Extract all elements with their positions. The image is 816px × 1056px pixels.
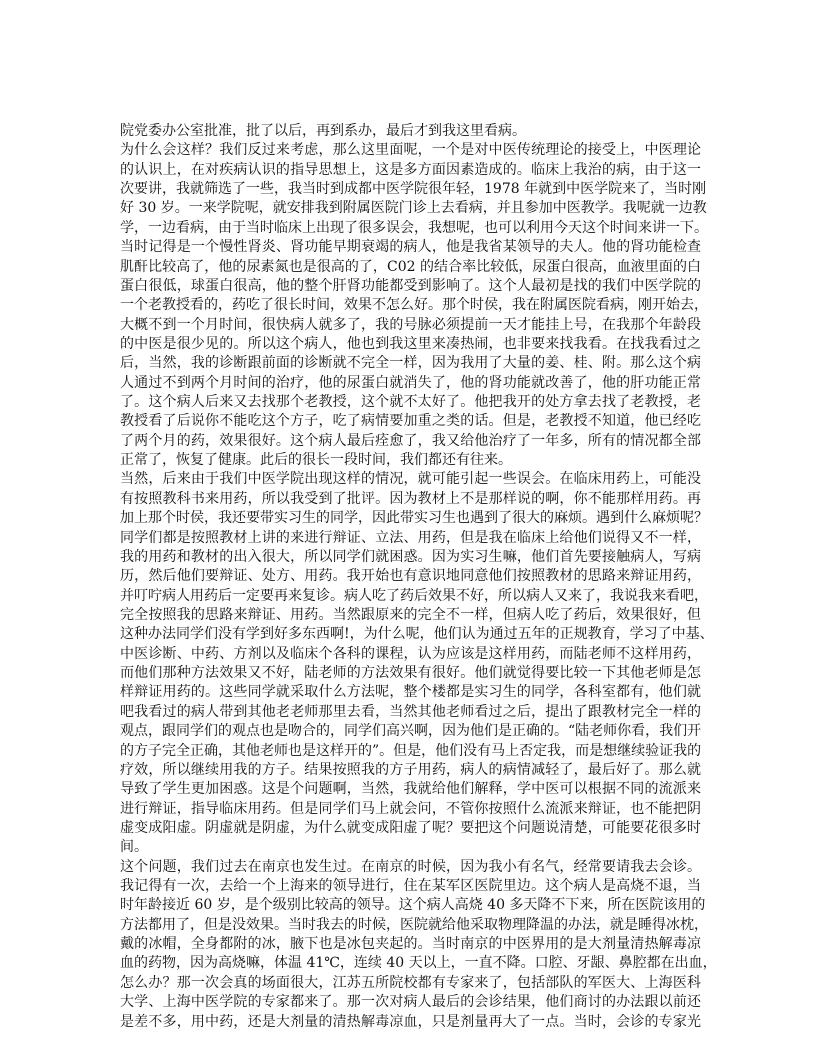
text-line: 吧我看过的病人带到其他老老师那里去看，当然其他老师看过之后，提出了跟教材完全一样的 bbox=[120, 703, 701, 720]
text-line: 蛋白很低，球蛋白很高，他的整个肝肾功能都受到影响了。这个人最初是找的我们中医学院的 bbox=[120, 277, 701, 294]
text-line: 完全按照我的思路来辩证、用药。当然跟原来的完全不一样，但病人吃了药后，效果很好，但 bbox=[120, 606, 701, 623]
text-line: 正常了，恢复了健康。此后的很长一段时间，我们都还有往来。 bbox=[120, 452, 512, 469]
text-line: 并叮咛病人用药后一定要再来复诊。病人吃了药后效果不好，所以病人又来了，我说我来看吧， bbox=[120, 587, 708, 604]
text-line: 院党委办公室批准，批了以后，再到系办，最后才到我这里看病。 bbox=[120, 123, 526, 139]
paragraph bbox=[120, 141, 708, 470]
text-line: 肌酐比较高了，他的尿素氮也是很高的了，C02 的结合率比较低，尿蛋白很高，血液里面的白 bbox=[120, 258, 701, 275]
text-line: 的认识上，在对疾病认识的指导思想上，这是多方面因素造成的。临床上我治的病，由于这一 bbox=[120, 161, 701, 178]
text-line: 间。 bbox=[120, 839, 148, 856]
document-page bbox=[120, 122, 717, 1032]
text-line: 时年龄接近 60 岁，是个级别比较高的领导。这个病人高烧 40 多天降不下来，所在医院该用的 bbox=[120, 897, 706, 914]
text-line: 大学、上海中医学院的专家都来了。那一次对病人最后的会诊结果，他们商讨的办法跟以前还 bbox=[120, 994, 701, 1011]
text-line: 同学们都是按照教材上讲的来进行辩证、立法、用药，但是我在临床上给他们说得又不一样， bbox=[120, 529, 701, 546]
text-line: 我记得有一次，去给一个上海来的领导进行，住在某军区医院里边。这个病人是高烧不退，当 bbox=[120, 878, 701, 895]
text-line: 这种办法同学们没有学到好多东西啊!，为什么呢，他们认为通过五年的正规教育，学习了中基、 bbox=[120, 626, 714, 643]
text-line: 血的药物，因为高烧嘛，体温 41℃，连续 40 天以上，一直不降。口腔、牙龈、鼻腔都在出血， bbox=[120, 955, 717, 972]
text-line: 大概不到一个月时间，很快病人就多了，我的号脉必须提前一天才能挂上号，在我那个年龄段 bbox=[120, 316, 701, 333]
text-line: 进行辩证，指导临床用药。但是同学们马上就会问，不管你按照什么流派来辩证，也不能把阴 bbox=[120, 800, 701, 817]
text-line: 了两个月的药，效果很好。这个病人最后痊愈了，我又给他治疗了一年多，所有的情况都全部 bbox=[120, 432, 701, 449]
text-line: 次要讲，我就筛选了一些，我当时到成都中医学院很年轻，1978 年就到中医学院来了，当时刚 bbox=[120, 181, 707, 198]
text-line: 而他们那种方法效果又不好，陆老师的方法效果有很好。他们就觉得要比较一下其他老师是怎 bbox=[120, 665, 701, 682]
text-line: 人通过不到两个月时间的治疗，他的尿蛋白就消失了，他的肾功能就改善了，他的肝功能正常 bbox=[120, 374, 701, 391]
text-line: 一个老教授看的，药吃了很长时间，效果不怎么好。那个时侯，我在附属医院看病，刚开始去， bbox=[120, 297, 708, 314]
text-line: 疗效，所以继续用我的方子。结果按照我的方子用药，病人的病情减轻了，最后好了。那么就 bbox=[120, 761, 701, 778]
text-line: 当然，后来由于我们中医学院出现这样的情况，就可能引起一些误会。在临床用药上，可能没 bbox=[120, 471, 701, 488]
text-line: 了。这个病人后来又去找那个老教授，这个就不太好了。他把我开的处方拿去找了老教授，老 bbox=[120, 394, 701, 411]
text-line: 为什么会这样？我们反过来考虑，那么这里面呢，一个是对中医传统理论的接受上，中医理论 bbox=[120, 142, 701, 159]
text-line: 中医诊断、中药、方剂以及临床个各科的课程，认为应该是这样用药，而陆老师不这样用药， bbox=[120, 645, 701, 662]
text-line: 导致了学生更加困惑。这是个问题啊，当然，我就给他们解释，学中医可以根据不同的流派来 bbox=[120, 781, 701, 798]
text-line: 学，一边看病，由于当时临床上出现了很多误会，我想呢，也可以利用今天这个时间来讲一下。 bbox=[120, 219, 708, 236]
text-line: 教授看了后说你不能吃这个方子，吃了病情要加重之类的话。但是，老教授不知道，他已经吃 bbox=[120, 413, 701, 430]
paragraph bbox=[120, 122, 701, 141]
text-line: 观点，跟同学们的观点也是吻合的，同学们高兴啊，因为他们是正确的。“陆老师你看，我们开 bbox=[120, 723, 702, 740]
text-line: 戴的冰帽，全身都附的冰，腋下也是冰包夹起的。当时南京的中医界用的是大剂量清热解毒凉 bbox=[120, 936, 701, 953]
text-line: 这个问题，我们过去在南京也发生过。在南京的时候，因为我小有名气，经常要请我去会诊。 bbox=[120, 858, 701, 875]
text-line: 好 30 岁。一来学院呢，就安排我到附属医院门诊上去看病，并且参加中医教学。我呢就一边教 bbox=[120, 200, 707, 217]
paragraph bbox=[120, 858, 717, 1032]
text-line: 后，当然，我的诊断跟前面的诊断就不完全一样，因为我用了大量的姜、桂、附。那么这个病 bbox=[120, 355, 701, 372]
text-line: 有按照教科书来用药，所以我受到了批评。因为教材上不是那样说的啊，你不能那样用药。再 bbox=[120, 490, 701, 507]
text-line: 虚变成阳虚。阴虚就是阴虚，为什么就变成阳虚了呢？要把这个问题说清楚，可能要花很多时 bbox=[120, 819, 701, 836]
text-line: 加上那个时侯，我还要带实习生的同学，因此带实习生也遇到了很大的麻烦。遇到什么麻烦呢？ bbox=[120, 510, 708, 527]
text-line: 方法都用了，但是没效果。当时我去的时候，医院就给他采取物理降温的办法，就是睡得冰枕， bbox=[120, 916, 708, 933]
text-line: 当时记得是一个慢性肾炎、肾功能早期衰竭的病人，他是我省某领导的夫人。他的肾功能检查 bbox=[120, 239, 701, 256]
text-line: 怎么办？那一次会真的场面很大，江苏五所院校都有专家来了，包括部队的军医大、上海医科 bbox=[120, 974, 701, 991]
paragraph bbox=[120, 470, 714, 857]
text-line: 历，然后他们要辩证、处方、用药。我开始也有意识地同意他们按照教材的思路来辩证用药， bbox=[120, 568, 701, 585]
text-line: 的方子完全正确，其他老师也是这样开的”。但是，他们没有马上否定我，而是想继续验证我的 bbox=[120, 742, 702, 759]
text-line: 我的用药和教材的出入很大，所以同学们就困惑。因为实习生嘛，他们首先要接触病人，写病 bbox=[120, 548, 701, 565]
text-line: 是差不多，用中药，还是大剂量的清热解毒凉血，只是剂量再大了一点。当时，会诊的专家光 bbox=[120, 1013, 701, 1030]
text-line: 样辩证用药的。这些同学就采取什么方法呢，整个楼都是实习生的同学，各科室都有，他们就 bbox=[120, 684, 701, 701]
text-line: 的中医是很少见的。所以这个病人，他也到我这里来凑热闹，也非要来找我看。在找我看过之 bbox=[120, 335, 701, 352]
